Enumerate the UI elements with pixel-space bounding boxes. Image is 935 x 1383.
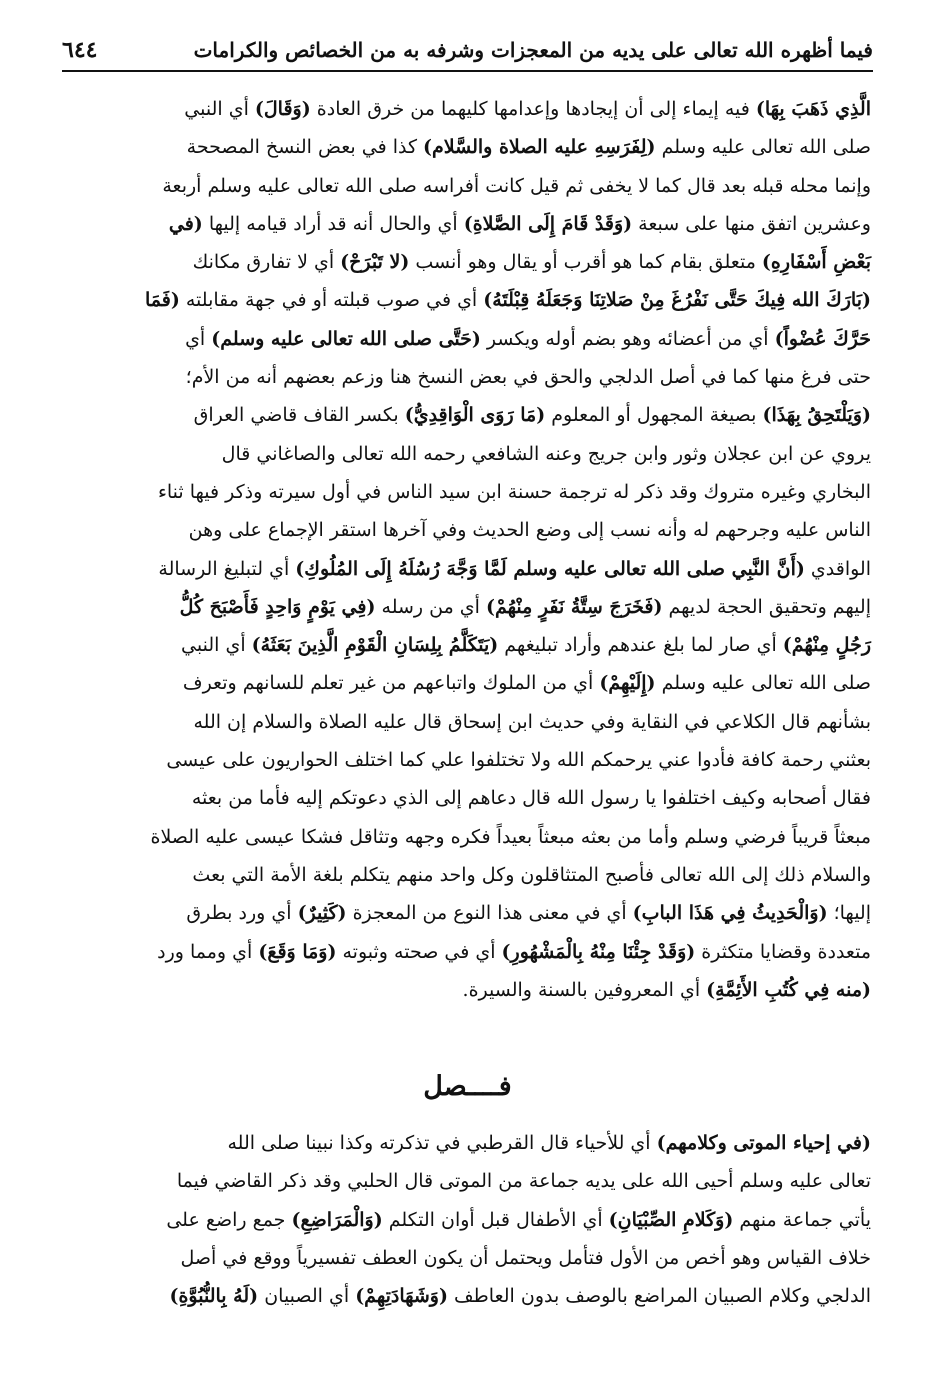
commentary-text-fragment: أي من رسله — [375, 595, 486, 618]
quoted-text-fragment: (وَقَدْ جِئْنَا مِنْهُ بِالْمَشْهُورِ) — [501, 940, 696, 963]
running-title: فيما أظهره الله تعالى على يديه من المعجزات وشرفه به من الخصائص والكرامات — [193, 38, 873, 62]
commentary-text-fragment: وعشرين اتفق منها على سبعة — [632, 212, 871, 235]
text-line — [68, 894, 871, 932]
commentary-text-fragment: أي في معنى هذا النوع من المعجزة — [346, 902, 633, 925]
quoted-text-fragment: (وَقَدْ قَامَ إِلَى الصَّلاةِ) — [463, 212, 633, 235]
commentary-text-fragment: أي — [185, 327, 212, 350]
page-number: ٦٤٤ — [62, 37, 98, 63]
quoted-text-fragment: الَّذِي ذَهَبَ بِهَا) — [755, 98, 871, 120]
commentary-text-fragment: فيه إيماء إلى أن إيجادها وإعدامها كليهما من خرق العادة — [310, 98, 756, 120]
commentary-text-fragment: إليها؛ — [827, 902, 871, 925]
commentary-text-fragment: أي لتبليغ الرسالة — [158, 557, 296, 580]
quoted-text-fragment: (وَالْمَرَاضِعِ) — [291, 1208, 383, 1231]
text-line — [68, 703, 871, 741]
commentary-text-fragment: حتى فرغ منها كما في أصل الدلجي والحق في بعض النسخ هنا وزعم بعضهم أنه من الأم؛ — [185, 366, 871, 389]
text-line — [68, 473, 871, 511]
quoted-text-fragment: (وَيَلْتَحِقُ بِهَذَا) — [762, 404, 871, 427]
quoted-text-fragment: (إِلَيْهِمْ) — [599, 672, 656, 695]
quoted-text-fragment: (فِي يَوْمٍ وَاحِدٍ فَأَصْبَحَ كُلُّ — [179, 595, 376, 618]
text-line — [68, 550, 871, 588]
quoted-text-fragment: (وَمَا وَقَعَ) — [258, 940, 337, 963]
quoted-text-fragment: (وَشَهَادَتِهِمْ) — [355, 1285, 448, 1308]
commentary-text-fragment: بكسر القاف قاضي العراق — [193, 404, 405, 427]
commentary-text-fragment: أي للأحياء قال القرطبي في تذكرته وكذا نبينا صلى الله — [227, 1132, 657, 1154]
section-heading: فــــصل — [423, 1071, 512, 1102]
quoted-text-fragment: (لا تَبْرَحْ) — [340, 251, 410, 274]
text-line — [68, 933, 871, 971]
quoted-text-fragment: (فَخَرَجَ سِتَّةُ نَفَرٍ مِنْهُمْ) — [486, 595, 663, 618]
commentary-text-fragment: الدلجي وكلام الصبيان المراضع بالوصف بدون العاطف — [447, 1285, 871, 1308]
commentary-text-fragment: متعددة وقضايا متكثرة — [695, 940, 871, 963]
quoted-text-fragment: (وَقَالَ) — [254, 98, 311, 120]
quoted-text-fragment: (كَثِيرٌ) — [297, 902, 347, 925]
commentary-text-fragment: فقال أصحابه وكيف اختلفوا يا رسول الله قال دعاهم إلى الذي دعوتكم إليه فأما من بعثه — [191, 787, 871, 810]
commentary-text-fragment: بعثني رحمة كافة فأدوا عني يرحمكم الله ولا تختلفوا علي كما اختلف الحواريون على عيسى — [166, 749, 871, 772]
text-line — [68, 1201, 871, 1239]
quoted-text-fragment: (فَمَا — [144, 289, 180, 312]
commentary-text-fragment: أي النبي — [181, 634, 252, 657]
commentary-text-fragment: بشأنهم قال الكلاعي في النقاية وفي حديث ابن إسحاق قال عليه الصلاة والسلام إن الله — [193, 710, 871, 733]
text-line — [68, 320, 871, 358]
commentary-text-fragment: يأتي جماعة منهم — [733, 1208, 871, 1231]
text-line — [68, 1162, 871, 1200]
quoted-text-fragment: (أَنَّ النَّبِي صلى الله تعالى عليه وسلم لَمَّا وَجَّهَ رُسُلَهُ إِلَى المُلُوكِ) — [295, 557, 805, 580]
text-line — [68, 281, 871, 319]
page-header — [62, 30, 873, 72]
quoted-text-fragment: (مَا رَوَى الْوَاقِدِيُّ) — [404, 404, 546, 427]
commentary-text-fragment: إليهم وتحقيق الحجة لديهم — [662, 595, 871, 618]
text-line — [68, 128, 871, 166]
commentary-text-fragment: كذا في بعض النسخ المصححة — [186, 136, 424, 159]
commentary-text-fragment: مبعثاً قريباً فرضي وسلم وأما من بعثه مبعثاً بعيداً فكره وجهه وتثاقل فشكا عيسى عليه الصلاة — [150, 825, 871, 848]
text-line — [68, 1277, 871, 1315]
text-line — [68, 741, 871, 779]
quoted-text-fragment: (في إحياء الموتى وكلامهم) — [656, 1132, 871, 1154]
text-line — [68, 90, 871, 128]
commentary-text-fragment: أي من الملوك واتباعهم من غير تعلم للسانهم وتعرف — [182, 672, 600, 695]
text-line — [68, 435, 871, 473]
commentary-text-fragment: أي من أعضائه وهو بضم أوله ويكسر — [480, 327, 775, 350]
commentary-text-fragment: أي في صوب قبلته أو في جهة مقابلته — [179, 289, 484, 312]
commentary-text-fragment: يروي عن ابن عجلان وثور وابن جريج وعنه الشافعي رحمه الله تعالى والصاغاني قال — [221, 442, 871, 465]
quoted-text-fragment: (في — [168, 212, 203, 235]
text-line — [68, 664, 871, 702]
commentary-text-fragment: أي النبي — [184, 98, 255, 120]
quoted-text-fragment: رَجُلٍ مِنْهُمْ) — [782, 634, 871, 657]
text-line — [68, 167, 871, 205]
commentary-text-fragment: متعلق بقام كما هو أقرب أو يقال وهو أنسب — [409, 251, 762, 274]
commentary-text-fragment: أي ومما ورد — [157, 940, 259, 963]
commentary-text-fragment: خلاف القياس وهو أخص من الأول فتأمل ويحتمل أن يكون العطف تفسيرياً ووقع في أصل — [180, 1246, 871, 1269]
text-line — [68, 856, 871, 894]
quoted-text-fragment: بَعْضِ أَسْفَارِهِ) — [761, 251, 871, 274]
text-line — [68, 971, 871, 1009]
commentary-text-fragment: أي صار لما بلغ عندهم وأراد تبليغهم — [498, 634, 783, 657]
quoted-text-fragment: (حَتَّى صلى الله تعالى عليه وسلم) — [211, 327, 481, 350]
commentary-text-fragment: أي الأطفال قبل أوان التكلم — [382, 1208, 609, 1231]
text-line — [68, 779, 871, 817]
text-line — [68, 243, 871, 281]
commentary-text-fragment: جمع راضع على — [166, 1208, 292, 1231]
text-line — [68, 396, 871, 434]
quoted-text-fragment: (وَالْحَدِيثُ فِي هَذَا البابِ) — [632, 902, 828, 925]
quoted-text-fragment: (يَتَكَلَّمُ بِلِسَانِ الْقَوْمِ الَّذِينَ بَعَثَهُ) — [251, 634, 499, 657]
commentary-text-fragment: بصيغة المجهول أو المعلوم — [545, 404, 763, 427]
text-line — [68, 1239, 871, 1277]
text-line — [68, 1124, 871, 1162]
section-text-block — [68, 1124, 871, 1315]
commentary-text-fragment: الواقدي — [804, 557, 871, 580]
text-line — [68, 818, 871, 856]
commentary-text-fragment: تعالى عليه وسلم أحيى الله على يديه جماعة من الموتى قال الحلبي وقد ذكر القاضي فيما — [176, 1170, 871, 1193]
commentary-text-fragment: أي لا تفارق مكانك — [192, 251, 341, 274]
quoted-text-fragment: حَرَّكَ عُضْواً) — [774, 327, 871, 350]
text-line — [68, 205, 871, 243]
commentary-text-fragment: صلى الله تعالى عليه وسلم — [655, 136, 871, 159]
text-line — [68, 511, 871, 549]
commentary-text-fragment: والسلام ذلك إلى الله تعالى فأصبح المتثاقلون وكل واحد منهم يتكلم بلغة الأمة التي بعث — [192, 863, 871, 886]
text-line — [68, 626, 871, 664]
commentary-text-fragment: أي في صحته وثبوته — [336, 940, 502, 963]
commentary-text-fragment: وإنما محله قبله بعد قال كما لا يخفى ثم قيل كانت أفراسه صلى الله تعالى عليه وسلم أربعة — [162, 174, 871, 197]
quoted-text-fragment: (بَارَكَ الله فِيكَ حَتَّى نَفْرُغَ مِنْ صَلاتِنَا وَجَعَلَهُ قِبْلَتَهُ) — [483, 289, 871, 312]
commentary-text-fragment: أي ورد بطرق — [186, 902, 298, 925]
commentary-text-fragment: صلى الله تعالى عليه وسلم — [655, 672, 871, 695]
commentary-text-fragment: أي الصبيان — [258, 1285, 356, 1308]
commentary-text-fragment: أي المعروفين بالسنة والسيرة. — [462, 978, 707, 1001]
commentary-text-fragment: أي والحال أنه قد أراد قيامه إليها — [202, 212, 464, 235]
main-text-block — [68, 90, 871, 1009]
text-line — [68, 588, 871, 626]
commentary-text-fragment: الناس عليه وجرحهم له وأنه نسب إلى وضع الحديث وفي آخرها استقر الإجماع على وهن — [188, 519, 871, 542]
quoted-text-fragment: (وَكَلامِ الصِّبْيَانِ) — [608, 1208, 734, 1231]
commentary-text-fragment: البخاري وغيره متروك وقد ذكر له ترجمة حسنة ابن سيد الناس في أول سيرته وذكر فيها ثناء — [157, 480, 871, 503]
quoted-text-fragment: (لِفَرَسِهِ عليه الصلاة والسَّلام) — [423, 136, 656, 159]
quoted-text-fragment: (لَهُ بِالنُّبُوَّةِ) — [169, 1285, 259, 1308]
quoted-text-fragment: (منه فِي كُتُبِ الأَئِمَّةِ) — [706, 978, 871, 1001]
text-line — [68, 358, 871, 396]
